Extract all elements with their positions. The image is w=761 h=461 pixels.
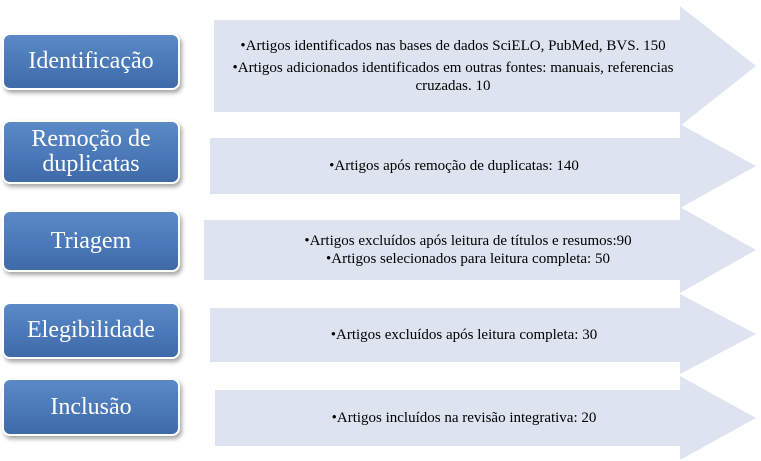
arrow-text-remocao <box>214 140 694 192</box>
stage-label: Identificação <box>28 48 154 74</box>
stage-elegibilidade <box>2 302 180 359</box>
arrow-text-elegibilidade <box>214 310 714 360</box>
arrow-text-identificacao <box>218 22 688 110</box>
stage-remocao-de-duplicatas <box>2 120 180 184</box>
stage-inclusao <box>2 378 180 436</box>
list-item: •Artigos incluídos na revisão integrativa: 20 <box>331 410 597 426</box>
arrow-text-triagem <box>208 222 728 278</box>
stage-label: Inclusão <box>50 393 132 420</box>
list-item: •Artigos identificados nas bases de dados SciELO, PubMed, BVS. 150 <box>240 38 666 54</box>
arrow-text-inclusao <box>219 392 709 444</box>
list-item: •Artigos adicionados identificados em outras fontes: manuais, referencias cruzadas. 10 <box>232 60 674 94</box>
list-item: •Artigos excluídos após leitura de títulos e resumos:90 <box>304 233 632 249</box>
list-item: •Artigos selecionados para leitura completa: 50 <box>326 251 610 267</box>
stage-identificacao <box>2 33 180 90</box>
stage-label: Elegibilidade <box>27 317 155 343</box>
list-item: •Artigos após remoção de duplicatas: 140 <box>329 158 579 174</box>
list-item: •Artigos excluídos após leitura completa: 30 <box>330 327 598 343</box>
stage-label: Triagem <box>50 227 132 254</box>
stage-triagem <box>2 210 180 272</box>
stage-label: Remoção de duplicatas <box>31 126 151 177</box>
